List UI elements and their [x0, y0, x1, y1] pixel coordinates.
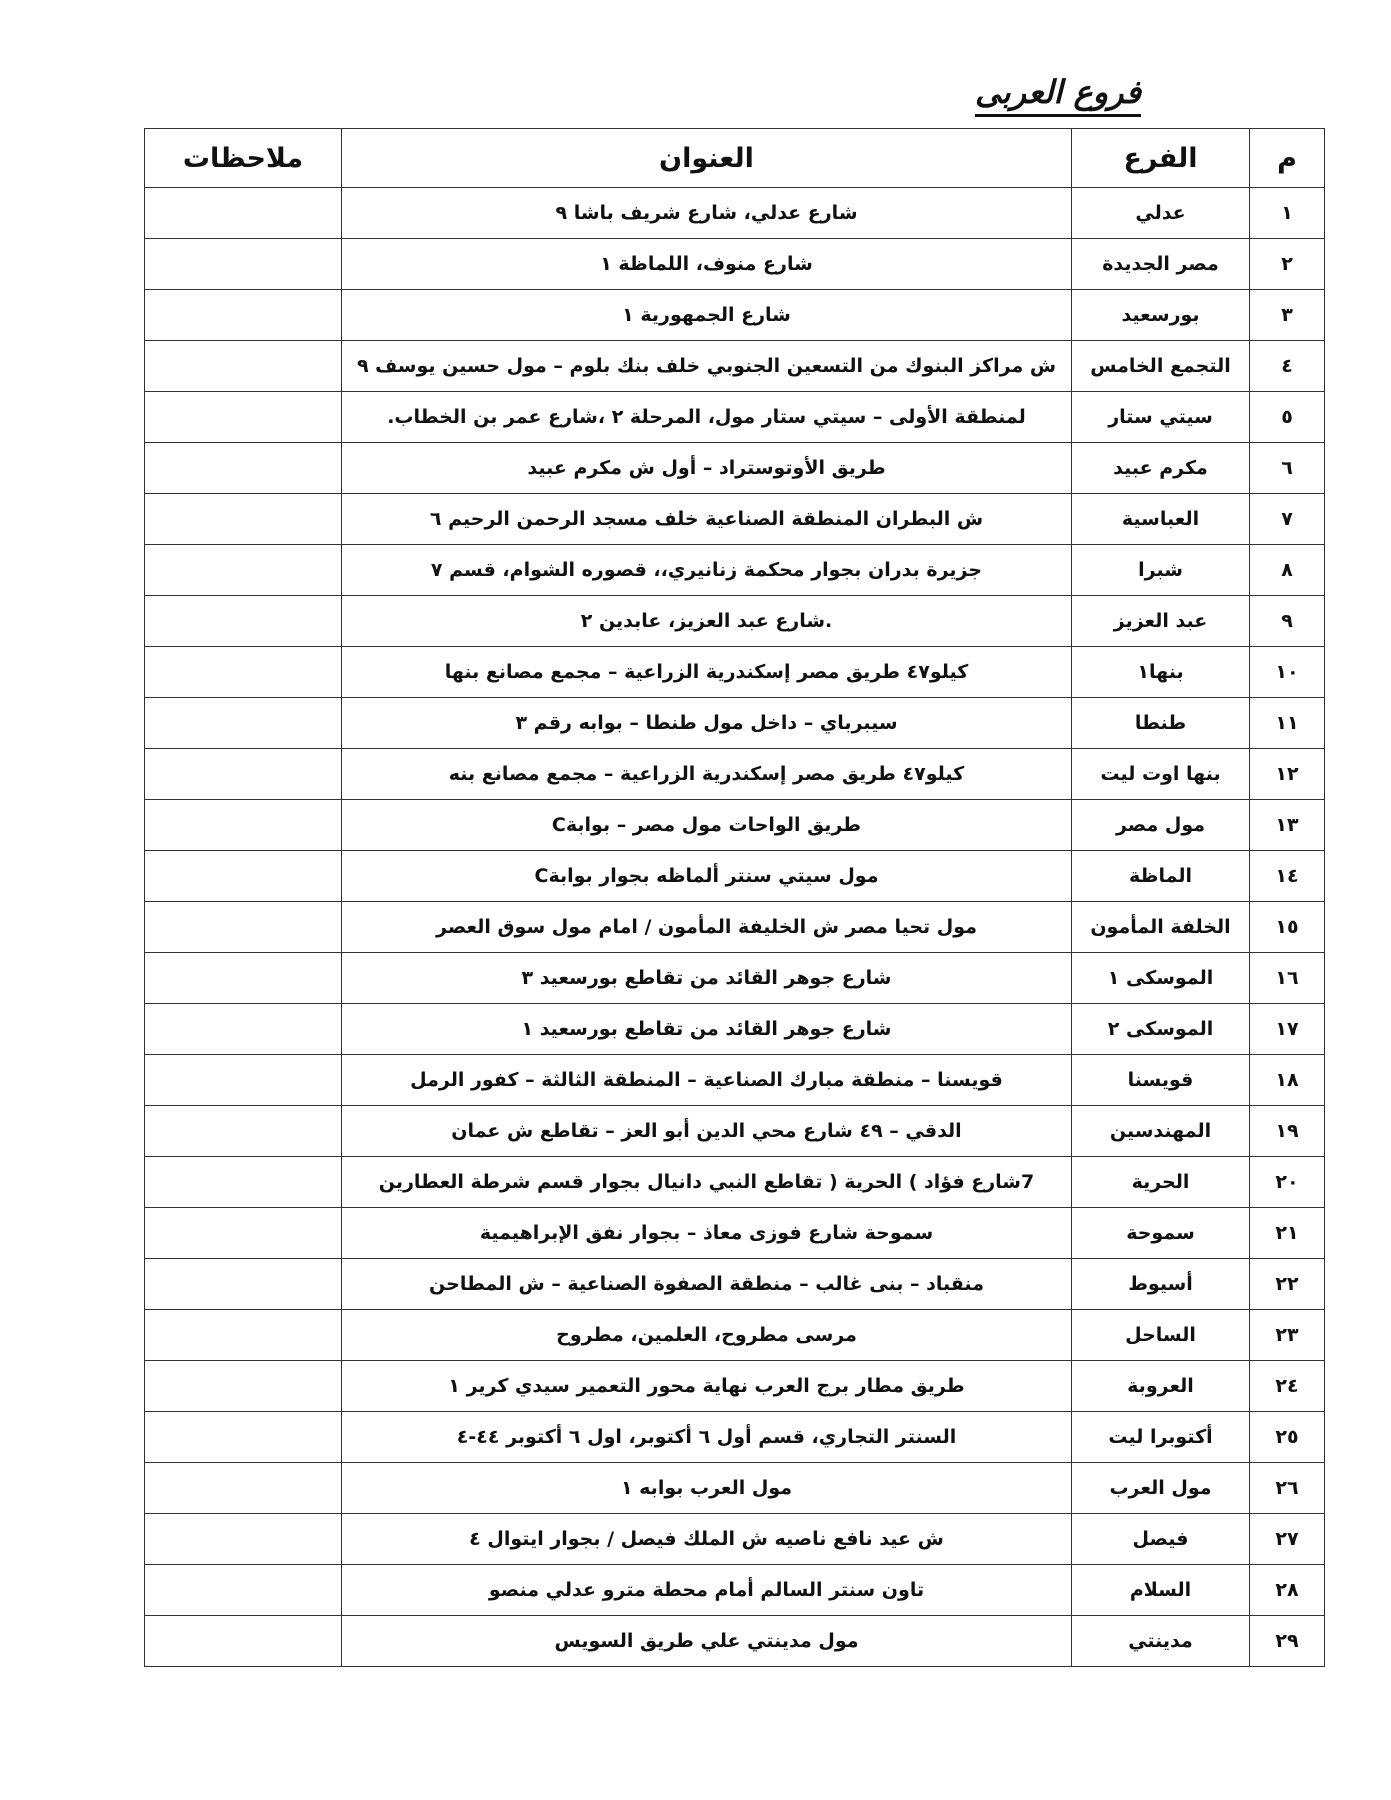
branch-name: الساحل [1072, 1310, 1250, 1361]
branch-name: أسيوط [1072, 1259, 1250, 1310]
branch-notes [145, 188, 342, 239]
table-row [145, 494, 1325, 545]
branch-address: طريق الأوتوستراد – أول ش مكرم عبيد [342, 443, 1072, 494]
table-row [145, 749, 1325, 800]
table-row [145, 443, 1325, 494]
table-row [145, 1157, 1325, 1208]
branch-name: الحرية [1072, 1157, 1250, 1208]
branch-address: شارع جوهر القائد من تقاطع بورسعيد ١ [342, 1004, 1072, 1055]
branch-notes [145, 800, 342, 851]
row-number: ١١ [1250, 698, 1325, 749]
branch-name: أكتوبرا ليت [1072, 1412, 1250, 1463]
branch-notes [145, 953, 342, 1004]
table-row [145, 596, 1325, 647]
row-number: ٢٩ [1250, 1616, 1325, 1667]
branch-address: جزيرة بدران بجوار محكمة زنانيري،، قصوره الشوام، قسم ٧ [342, 545, 1072, 596]
branch-notes [145, 494, 342, 545]
branch-address: كيلو٤٧ طريق مصر إسكندرية الزراعية – مجمع مصانع بنها [342, 647, 1072, 698]
branch-address: ش مراكز البنوك من التسعين الجنوبي خلف بنك بلوم – مول حسين يوسف ٩ [342, 341, 1072, 392]
branch-name: طنطا [1072, 698, 1250, 749]
branch-address: مول سيتي سنتر ألماظه بجوار بوابةC [342, 851, 1072, 902]
header-number: م [1250, 129, 1325, 188]
branch-notes [145, 443, 342, 494]
branch-notes [145, 1514, 342, 1565]
branch-address: السنتر التجاري، قسم أول ٦ أكتوبر، اول ٦ أكتوبر ٤٤-٤ [342, 1412, 1072, 1463]
branch-address: شارع منوف، اللماظة ١ [342, 239, 1072, 290]
branch-name: التجمع الخامس [1072, 341, 1250, 392]
table-row [145, 1259, 1325, 1310]
table-row [145, 341, 1325, 392]
table-row [145, 647, 1325, 698]
branch-address: .شارع عبد العزيز، عابدين ٢ [342, 596, 1072, 647]
row-number: ٣ [1250, 290, 1325, 341]
row-number: ٩ [1250, 596, 1325, 647]
branch-address: كيلو٤٧ طريق مصر إسكندرية الزراعية – مجمع مصانع بنه [342, 749, 1072, 800]
branch-address: طريق مطار برج العرب نهاية محور التعمير سيدي كرير ١ [342, 1361, 1072, 1412]
branch-name: عدلي [1072, 188, 1250, 239]
table-row [145, 800, 1325, 851]
row-number: ٢٣ [1250, 1310, 1325, 1361]
table-row [145, 1055, 1325, 1106]
branch-address: مول تحيا مصر ش الخليفة المأمون / امام مول سوق العصر [342, 902, 1072, 953]
row-number: ٢٧ [1250, 1514, 1325, 1565]
branch-name: العباسية [1072, 494, 1250, 545]
table-row [145, 1208, 1325, 1259]
branch-address: قويسنا – منطقة مبارك الصناعية – المنطقة الثالثة – كفور الرمل [342, 1055, 1072, 1106]
table-row [145, 1463, 1325, 1514]
branch-address: الدقي – ٤٩ شارع محي الدين أبو العز – تقاطع ش عمان [342, 1106, 1072, 1157]
branch-notes [145, 902, 342, 953]
table-row [145, 1412, 1325, 1463]
branch-address: مول مدينتي علي طريق السويس [342, 1616, 1072, 1667]
branch-notes [145, 1055, 342, 1106]
branch-name: مدينتي [1072, 1616, 1250, 1667]
table-row [145, 239, 1325, 290]
branch-name: بورسعيد [1072, 290, 1250, 341]
branch-notes [145, 1310, 342, 1361]
branch-name: سيتي ستار [1072, 392, 1250, 443]
branch-address: لمنطقة الأولى – سيتي ستار مول، المرحلة ٢ ،شارع عمر بن الخطاب. [342, 392, 1072, 443]
row-number: ٤ [1250, 341, 1325, 392]
branch-notes [145, 1616, 342, 1667]
table-row [145, 1616, 1325, 1667]
header-notes: ملاحظات [145, 129, 342, 188]
row-number: ١ [1250, 188, 1325, 239]
branch-address: مول العرب بوابه ١ [342, 1463, 1072, 1514]
branch-address: 7شارع فؤاد ) الحرية ( تقاطع النبي دانيال بجوار قسم شرطة العطارين [342, 1157, 1072, 1208]
branch-address: ش عيد نافع ناصيه ش الملك فيصل / بجوار ايتوال ٤ [342, 1514, 1072, 1565]
header-branch: الفرع [1072, 129, 1250, 188]
row-number: ١٥ [1250, 902, 1325, 953]
branch-address: سموحة شارع فوزى معاذ – بجوار نفق الإبراهيمية [342, 1208, 1072, 1259]
row-number: ٨ [1250, 545, 1325, 596]
row-number: ٦ [1250, 443, 1325, 494]
branch-notes [145, 290, 342, 341]
table-row [145, 188, 1325, 239]
table-row [145, 1361, 1325, 1412]
branch-address: ش البطران المنطقة الصناعية خلف مسجد الرحمن الرحيم ٦ [342, 494, 1072, 545]
table-row [145, 953, 1325, 1004]
branch-notes [145, 698, 342, 749]
header-address: العنوان [342, 129, 1072, 188]
branch-address: شارع جوهر القائد من تقاطع بورسعيد ٣ [342, 953, 1072, 1004]
table-row [145, 545, 1325, 596]
row-number: ١٠ [1250, 647, 1325, 698]
table-row [145, 698, 1325, 749]
table-row [145, 851, 1325, 902]
branch-notes [145, 1157, 342, 1208]
branch-name: فيصل [1072, 1514, 1250, 1565]
row-number: ٢٠ [1250, 1157, 1325, 1208]
branch-address: شارع عدلي، شارع شريف باشا ٩ [342, 188, 1072, 239]
row-number: ٢٤ [1250, 1361, 1325, 1412]
branch-address: منقباد – بنى غالب – منطقة الصفوة الصناعية – ش المطاحن [342, 1259, 1072, 1310]
branch-name: مول مصر [1072, 800, 1250, 851]
branch-notes [145, 545, 342, 596]
table-row [145, 1106, 1325, 1157]
row-number: ٢٦ [1250, 1463, 1325, 1514]
branch-notes [145, 392, 342, 443]
branch-notes [145, 647, 342, 698]
branch-notes [145, 851, 342, 902]
branch-name: الماظة [1072, 851, 1250, 902]
branch-notes [145, 1106, 342, 1157]
branch-name: مكرم عبيد [1072, 443, 1250, 494]
row-number: ١٢ [1250, 749, 1325, 800]
row-number: ٢٥ [1250, 1412, 1325, 1463]
branch-address: مرسى مطروح، العلمين، مطروح [342, 1310, 1072, 1361]
branch-notes [145, 1361, 342, 1412]
row-number: ١٩ [1250, 1106, 1325, 1157]
branch-address: تاون سنتر السالم أمام محطة مترو عدلي منصو [342, 1565, 1072, 1616]
branch-name: بنها اوت ليت [1072, 749, 1250, 800]
row-number: ٢١ [1250, 1208, 1325, 1259]
branch-notes [145, 1208, 342, 1259]
branch-name: الموسكى ١ [1072, 953, 1250, 1004]
row-number: ٧ [1250, 494, 1325, 545]
branch-notes [145, 1463, 342, 1514]
row-number: ٥ [1250, 392, 1325, 443]
table-row [145, 1514, 1325, 1565]
row-number: ١٤ [1250, 851, 1325, 902]
table-header-row [145, 129, 1325, 188]
table-row [145, 902, 1325, 953]
branch-name: مصر الجديدة [1072, 239, 1250, 290]
branch-name: مول العرب [1072, 1463, 1250, 1514]
row-number: ٢٨ [1250, 1565, 1325, 1616]
branch-name: السلام [1072, 1565, 1250, 1616]
row-number: ٢ [1250, 239, 1325, 290]
row-number: ١٦ [1250, 953, 1325, 1004]
table-row [145, 1004, 1325, 1055]
table-row [145, 1310, 1325, 1361]
branch-notes [145, 239, 342, 290]
branch-notes [145, 1259, 342, 1310]
branch-name: عبد العزيز [1072, 596, 1250, 647]
branch-notes [145, 1412, 342, 1463]
branch-name: شبرا [1072, 545, 1250, 596]
row-number: ٢٢ [1250, 1259, 1325, 1310]
branch-name: العروبة [1072, 1361, 1250, 1412]
branch-name: المهندسين [1072, 1106, 1250, 1157]
table-row [145, 1565, 1325, 1616]
branch-address: سيبرباي – داخل مول طنطا – بوابه رقم ٣ [342, 698, 1072, 749]
branch-name: الموسكى ٢ [1072, 1004, 1250, 1055]
row-number: ١٣ [1250, 800, 1325, 851]
row-number: ١٨ [1250, 1055, 1325, 1106]
branch-notes [145, 1004, 342, 1055]
branch-name: بنها١ [1072, 647, 1250, 698]
branch-notes [145, 1565, 342, 1616]
branch-name: قويسنا [1072, 1055, 1250, 1106]
branch-address: طريق الواحات مول مصر – بوابةC [342, 800, 1072, 851]
row-number: ١٧ [1250, 1004, 1325, 1055]
branch-address: شارع الجمهورية ١ [342, 290, 1072, 341]
branches-table [144, 128, 1325, 1667]
branch-name: سموحة [1072, 1208, 1250, 1259]
document-title: فروع العربى [975, 72, 1141, 117]
branch-notes [145, 596, 342, 647]
table-row [145, 290, 1325, 341]
branch-notes [145, 341, 342, 392]
table-row [145, 392, 1325, 443]
branch-name: الخلفة المأمون [1072, 902, 1250, 953]
branch-notes [145, 749, 342, 800]
